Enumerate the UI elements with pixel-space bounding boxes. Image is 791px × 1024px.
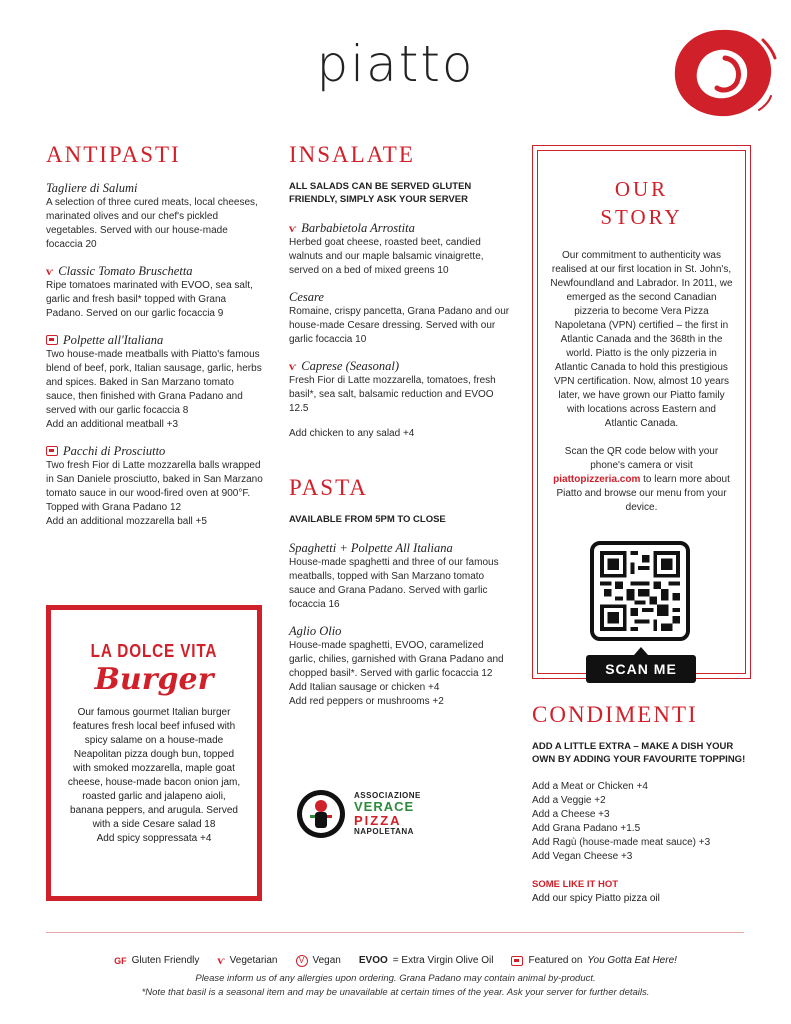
item-extra: Add an additional meatball +3	[46, 419, 179, 430]
some-like-it-hot-title: SOME LIKE IT HOT	[532, 879, 619, 890]
insalate-section	[289, 140, 511, 709]
brand-title: piatto	[316, 35, 475, 93]
story-title: OUR STORY	[600, 177, 683, 229]
pasta-extra: Add Italian sausage or chicken +4	[289, 682, 440, 693]
legend-vegetarian: ѵ Vegetarian	[217, 953, 278, 967]
list-item: Add Ragù (house-made meat sauce) +3	[532, 837, 711, 848]
legend-featured: Featured on You Gotta Eat Here!	[511, 955, 676, 966]
item-name: Tagliere di Salumi	[46, 181, 138, 195]
list-item: Add a Veggie +2	[532, 795, 606, 806]
item-desc: Romaine, crispy pancetta, Grana Padano and our house-made Cesare dressing. Served with our garlic focaccia 10	[289, 306, 510, 345]
pasta-note: AVAILABLE FROM 5PM TO CLOSE	[289, 514, 446, 525]
legend-evoo: EVOO = Extra Virgin Olive Oil	[358, 955, 494, 966]
item-name: ѵ Classic Tomato Bruschetta	[46, 264, 193, 278]
menu-item	[289, 289, 511, 347]
item-desc: House-made spaghetti, EVOO, caramelized garlic, chilies, garnished with Grana Padano and chopped basil*. Served with garlic focaccia 12	[289, 640, 504, 679]
antipasti-title: ANTIPASTI	[46, 142, 181, 167]
menu-item	[46, 263, 264, 321]
burger-top-title: LA DOLCE VITA	[90, 641, 218, 661]
item-extra: Topped with Grana Padano 12	[46, 502, 182, 513]
item-desc: Two fresh Fior di Latte mozzarella balls wrapped in San Daniele prosciutto, baked in San Marzano tomato sauce in our wood-fired oven at 900°F.	[46, 460, 263, 499]
tv-icon	[511, 956, 523, 966]
item-name: Pacchi di Prosciutto	[46, 443, 264, 459]
burger-extra: Add spicy soppressata +4	[96, 833, 212, 844]
list-item: Add a Cheese +3	[532, 809, 610, 820]
menu-item	[46, 180, 264, 252]
legend	[0, 953, 791, 968]
item-extra: Add an additional mozzarella ball +5	[46, 516, 207, 527]
avpn-badge	[296, 788, 436, 840]
condimenti-note: ADD A LITTLE EXTRA – MAKE A DISH YOUR OWN BY ADDING YOUR FAVOURITE TOPPING!	[532, 741, 746, 765]
menu-item	[289, 358, 511, 416]
item-name: Spaghetti + Polpette All Italiana	[289, 541, 453, 555]
burger-feature-box	[46, 605, 262, 901]
pasta-title: PASTA	[289, 475, 368, 500]
menu-item	[289, 623, 511, 681]
avpn-line2: VERACE	[354, 799, 415, 815]
item-name: Cesare	[289, 290, 324, 304]
list-item: Add Vegan Cheese +3	[532, 851, 633, 862]
menu-item	[46, 443, 264, 529]
item-name: Aglio Olio	[289, 624, 342, 638]
item-desc: A selection of three cured meats, local cheeses, marinated olives and our chef's pickled vegetables. Served with our house-made focaccia 20	[46, 197, 258, 250]
footer-divider	[46, 932, 744, 933]
list-item: Add our spicy Piatto pizza oil	[532, 893, 660, 904]
burger-desc: Our famous gourmet Italian burger features fresh local beef infused with spicy salame on a house-made Neapolitan pizza dough bun, topped with smoked mozzarella, maple goat cheese, house-made bacon onion jam, roasted garlic and jalapeno aioli, banana peppers, and arugula. Served with a side Cesare salad 18	[67, 707, 241, 830]
condimenti-title: CONDIMENTI	[532, 702, 698, 727]
burger-script-title: Burger	[94, 662, 214, 697]
our-story-box	[532, 145, 751, 679]
menu-item	[289, 540, 511, 612]
avpn-line4: NAPOLETANA	[354, 826, 414, 836]
menu-item	[46, 332, 264, 432]
vegetarian-icon: ѵ	[289, 221, 297, 235]
gluten-friendly-icon: GF	[114, 955, 127, 966]
condimenti-section	[532, 700, 762, 906]
item-name: ѵ Caprese (Seasonal)	[289, 359, 400, 373]
item-name: ѵ Barbabietola Arrostita	[289, 221, 415, 235]
tv-icon	[46, 335, 58, 345]
menu-item	[289, 220, 511, 278]
item-desc: Herbed goat cheese, roasted beet, candied walnuts and our maple balsamic vinaigrette, served on a bed of mixed greens 10	[289, 237, 484, 276]
list-item: Add a Meat or Chicken +4	[532, 781, 648, 792]
insalate-extra: Add chicken to any salad +4	[289, 428, 415, 439]
item-desc: Fresh Fior di Latte mozzarella, tomatoes, fresh basil*, sea salt, balsamic reduction and EVOO 12.5	[289, 375, 496, 414]
insalate-note: ALL SALADS CAN BE SERVED GLUTEN FRIENDLY, SIMPLY ASK YOUR SERVER	[289, 181, 472, 205]
vegetarian-icon: ѵ	[217, 953, 225, 967]
item-desc: Ripe tomatoes marinated with EVOO, sea salt, garlic and fresh basil* topped with Grana Padano. Served on our garlic focaccia 9	[46, 280, 253, 319]
insalate-title: INSALATE	[289, 142, 415, 167]
legend-vegan: V Vegan	[296, 955, 341, 967]
scan-me-label: SCAN ME	[586, 655, 696, 683]
website-link[interactable]: piattopizzeria.com	[553, 474, 641, 485]
qr-code-icon	[600, 551, 680, 631]
pasta-extra: Add red peppers or mushrooms +2	[289, 696, 444, 707]
story-text: Our commitment to authenticity was realised at our first location in St. John's, Newfoundland and Labrador. In 2011, we emerged as the second Canadian pizzeria to become Vera Pizza Napoletana (VPN) certified – the first in Atlantic Canada and the 368th in the world. Piatto is the only pizzeria in Atlantic Canada to hold this prestigious VPN certification. Now, almost 10 years later, we have grown our Piatto family with locations across Eastern and Atlantic Canada.	[550, 250, 733, 429]
vegetarian-icon: ѵ	[46, 264, 54, 278]
item-desc: Two house-made meatballs with Piatto's famous blend of beef, pork, Italian sausage, garlic, herbs and spices. Baked in San Marzano tomato sauce, then finished with Grana Padano and served with our garlic focaccia 8	[46, 349, 262, 416]
item-name: Polpette all'Italiana	[46, 332, 264, 348]
vegetarian-icon: ѵ	[289, 359, 297, 373]
avpn-seal-icon	[296, 789, 346, 839]
qr-code[interactable]	[590, 541, 690, 641]
avpn-line3: PIZZA	[354, 813, 402, 828]
legend-gluten-friendly: GF Gluten Friendly	[114, 955, 200, 966]
basil-disclaimer: *Note that basil is a seasonal item and may be unavailable at certain times of the year. Ask your server for further details.	[141, 987, 650, 998]
avpn-line1: ASSOCIAZIONE	[354, 790, 421, 800]
tv-icon	[46, 446, 58, 456]
condimenti-list	[532, 780, 762, 864]
vegan-icon: V	[296, 955, 308, 967]
antipasti-section	[46, 140, 264, 540]
allergy-disclaimer: Please inform us of any allergies upon ordering. Grana Padano may contain animal by-product.	[195, 973, 596, 984]
item-desc: House-made spaghetti and three of our famous meatballs, topped with San Marzano tomato sauce and Grana Padano. Served with garlic focaccia 16	[289, 557, 499, 610]
story-scan-text: Scan the QR code below with your phone's camera or visit piattopizzeria.com to learn more about Piatto and browse our menu from your device.	[553, 446, 730, 513]
list-item: Add Grana Padano +1.5	[532, 823, 641, 834]
brand-swirl-logo	[667, 22, 777, 122]
